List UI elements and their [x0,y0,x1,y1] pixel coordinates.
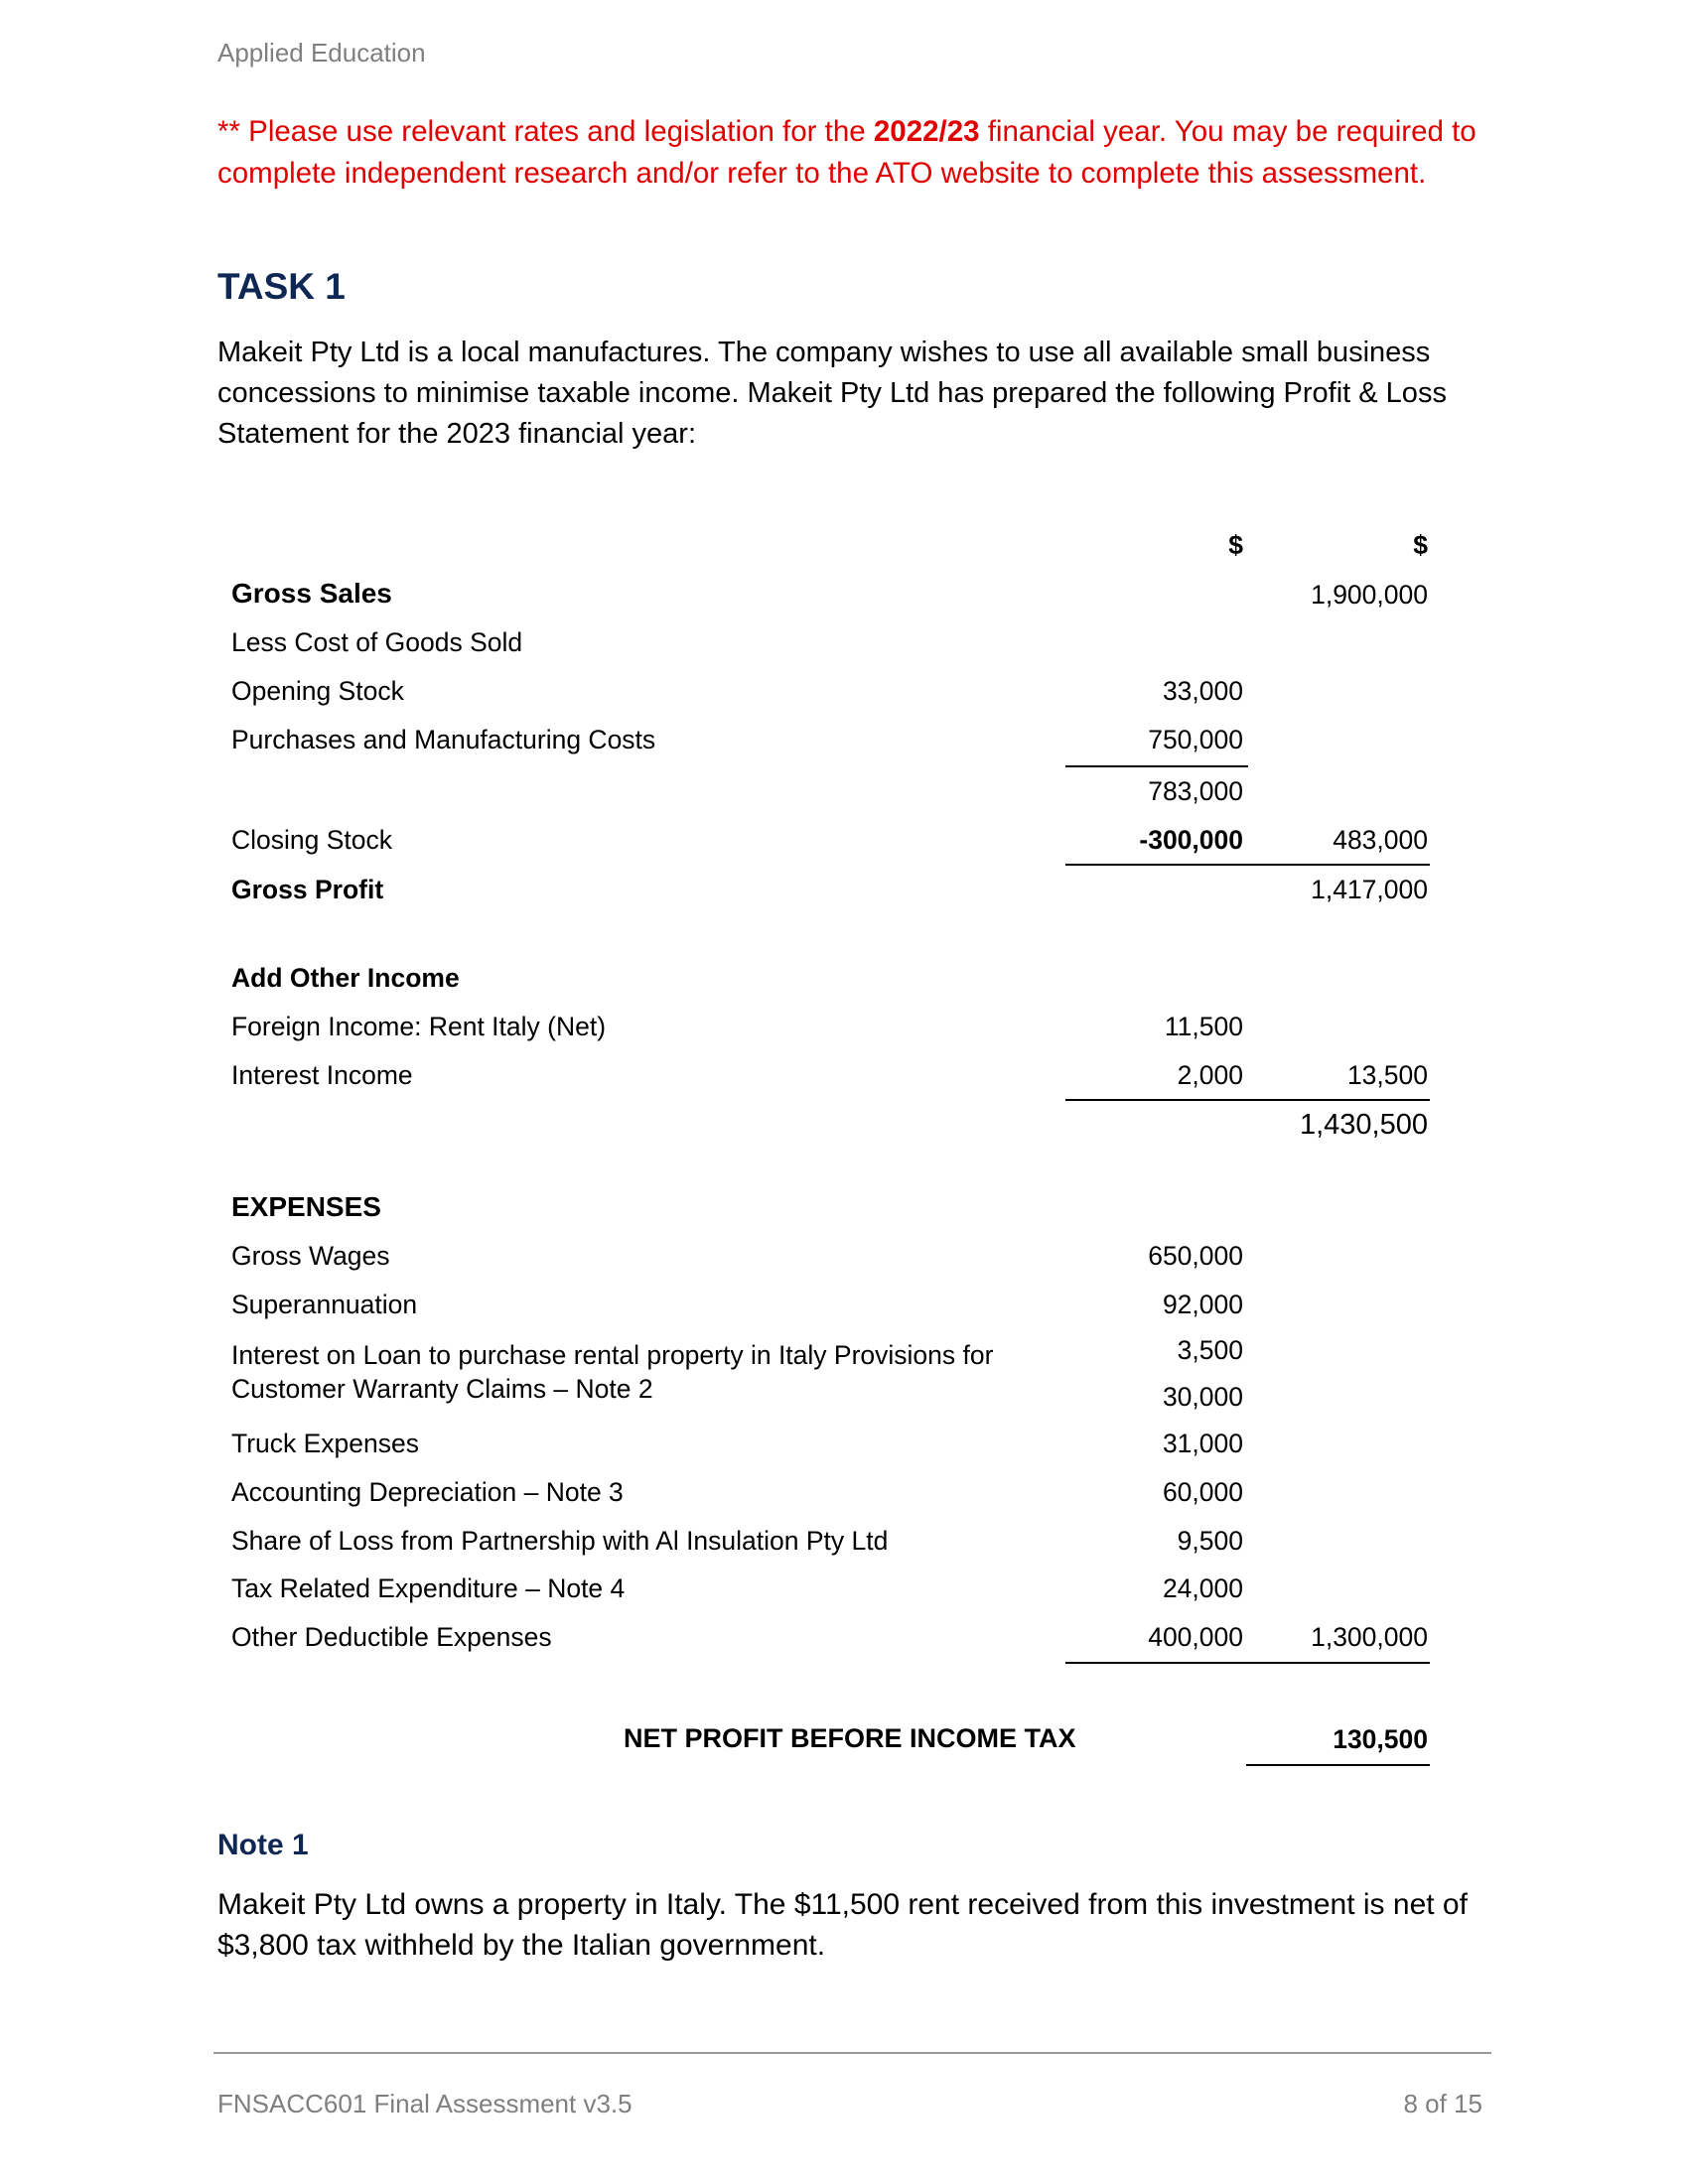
warranty-claims-amount: 30,000 [1162,1382,1243,1412]
note1-title: Note 1 [217,1829,309,1861]
gross-wages-amount: 650,000 [1148,1241,1243,1271]
subtotal-amount: 783,000 [1148,776,1243,806]
gross-profit-rule [1065,864,1430,866]
partnership-loss-amount: 9,500 [1177,1526,1243,1556]
partnership-loss-label: Share of Loss from Partnership with Al Insulation Pty Ltd [231,1526,889,1556]
gross-profit-label: Gross Profit [231,875,384,904]
gross-sales-total: 1,900,000 [1311,580,1428,610]
net-profit-label: NET PROFIT BEFORE INCOME TAX [624,1723,1076,1753]
purchases-amount: 750,000 [1148,725,1243,754]
col1-header: $ [1228,530,1243,560]
less-cogs-label: Less Cost of Goods Sold [231,627,523,657]
task-intro: Makeit Pty Ltd is a local manufactures. The company wishes to use all available small business concessions to minimise taxable income. Makeit Pty Ltd has prepared the following Profit & Loss Statement for the 2023 financial year: [217,337,1447,450]
expenses-heading: EXPENSES [231,1191,381,1222]
closing-stock-total: 483,000 [1333,825,1428,855]
closing-stock-label: Closing Stock [231,825,393,855]
interest-loan-amount: 3,500 [1177,1335,1243,1365]
depreciation-amount: 60,000 [1162,1477,1243,1507]
gross-profit-total: 1,417,000 [1311,875,1428,904]
notice-year: 2022/23 [873,115,980,148]
income-rule [1065,1099,1430,1101]
other-income-heading: Add Other Income [231,963,460,993]
gross-wages-label: Gross Wages [231,1241,390,1271]
footer-document-id: FNSACC601 Final Assessment v3.5 [217,2089,633,2118]
other-deductible-amount: 400,000 [1148,1622,1243,1652]
purchases-label: Purchases and Manufacturing Costs [231,725,656,754]
tax-related-label: Tax Related Expenditure – Note 4 [231,1573,626,1603]
expenses-total: 1,300,000 [1311,1622,1428,1652]
gross-sales-label: Gross Sales [231,578,392,609]
tax-related-amount: 24,000 [1162,1573,1243,1603]
note1-text: Makeit Pty Ltd owns a property in Italy. The $11,500 rent received from this investment is net of $3,800 tax withheld by the Italian government. [217,1888,1468,1962]
notice-post: financial year. You may be required to complete independent research and/or refer to the ATO website to complete this assessment. [217,115,1477,190]
superannuation-label: Superannuation [231,1290,418,1319]
other-deductible-label: Other Deductible Expenses [231,1622,552,1652]
task-title: TASK 1 [217,266,346,307]
footer-page-number: 8 of 15 [1403,2089,1482,2118]
col2-header: $ [1413,530,1428,560]
interest-loan-label: Interest on Loan to purchase rental property in Italy Provisions for Customer Warranty Claims – Note 2 [231,1340,994,1404]
running-header: Applied Education [217,38,426,68]
foreign-income-label: Foreign Income: Rent Italy (Net) [231,1012,607,1041]
opening-stock-amount: 33,000 [1162,676,1243,706]
opening-stock-label: Opening Stock [231,676,404,706]
notice-pre: ** Please use relevant rates and legislation for the [217,115,874,148]
truck-expenses-amount: 31,000 [1162,1429,1243,1458]
truck-expenses-label: Truck Expenses [231,1429,420,1458]
income-total: 1,430,500 [1299,1109,1428,1141]
foreign-income-amount: 11,500 [1164,1012,1243,1041]
footer-divider [213,2052,1491,2054]
net-profit-rule [1246,1764,1430,1766]
closing-stock-amount: -300,000 [1139,825,1243,855]
interest-income-amount: 2,000 [1177,1060,1243,1090]
net-profit-total: 130,500 [1333,1724,1428,1754]
other-income-total: 13,500 [1346,1060,1428,1090]
interest-income-label: Interest Income [231,1060,413,1090]
expenses-rule [1065,1662,1430,1664]
superannuation-amount: 92,000 [1162,1290,1243,1319]
depreciation-label: Accounting Depreciation – Note 3 [231,1477,624,1507]
subtotal-rule [1065,765,1248,767]
